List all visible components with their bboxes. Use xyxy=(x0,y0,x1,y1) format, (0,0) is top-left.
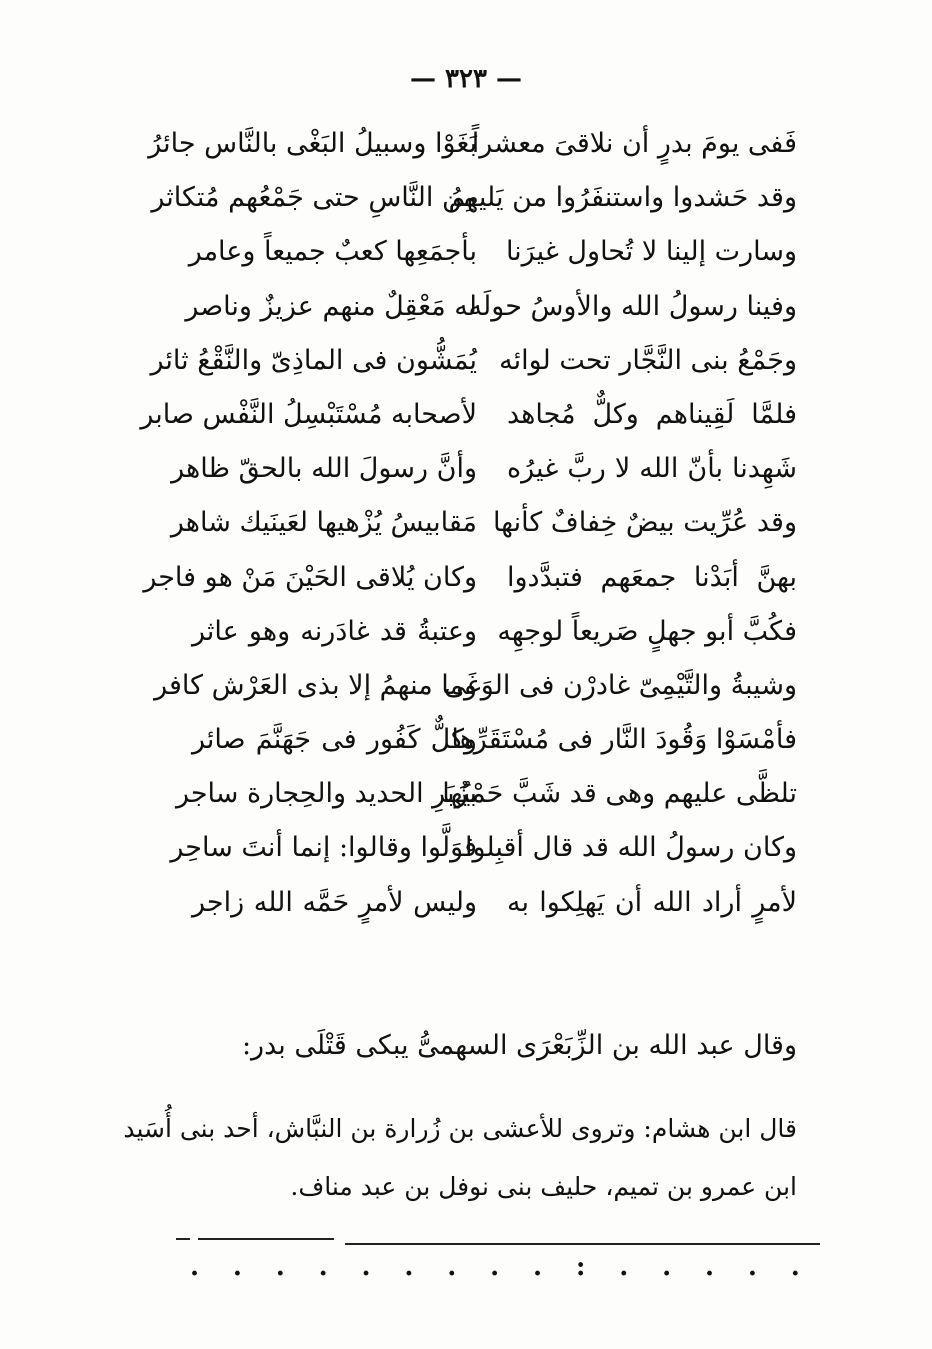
page-number: — ٣٢٣ — xyxy=(409,64,523,94)
second-hemistich: وليس لأمرٍ حَمَّه الله زاجر xyxy=(192,886,477,918)
ellipsis-dot: . xyxy=(232,1252,242,1282)
verse xyxy=(0,770,932,824)
second-hemistich: بأجمَعِها كعبٌ جميعاً وعامر xyxy=(188,236,477,268)
ellipsis-dot: . xyxy=(190,1252,200,1282)
first-hemistich: بهنَّ أبَدْنا جمعَهم فتبدَّدوا xyxy=(507,561,797,593)
second-hemistich: لأصحابه مُسْتَبْسِلُ النَّفْس صابر xyxy=(140,398,477,430)
first-hemistich: وشيبةُ والتَّيْمِىّ غادرْن فى الوَغَى xyxy=(444,669,797,701)
ellipsis-dot: . xyxy=(619,1252,629,1282)
verse xyxy=(0,391,932,445)
footer-rule xyxy=(345,1243,820,1245)
ellipsis-dot: . xyxy=(790,1252,800,1282)
verse xyxy=(0,499,932,553)
second-hemistich: بَغَوْا وسبيلُ البَغْى بالنَّاس جائرُ xyxy=(148,128,477,159)
verse xyxy=(0,228,932,282)
second-hemistich: له مَعْقِلٌ منهم عزيزٌ وناصر xyxy=(185,290,477,322)
first-hemistich: وسارت إلينا لا تُحاول غيرَنا xyxy=(505,236,797,268)
verse xyxy=(0,554,932,608)
second-hemistich: مِن النَّاسِ حتى جَمْعُهم مُتكاثر xyxy=(151,182,477,214)
ellipsis-dot: . xyxy=(747,1252,757,1282)
footer-rule xyxy=(176,1238,190,1240)
second-hemistich: وكلٌّ كَفُور فى جَهَنَّمَ صائر xyxy=(192,724,477,756)
first-hemistich: تلظَّى عليهم وهى قد شَبَّ حَمْيُها xyxy=(442,778,797,810)
first-hemistich: لأمرٍ أراد الله أن يَهلِكوا به xyxy=(507,886,797,918)
first-hemistich: فكُبَّ أبو جهلٍ صَريعاً لوجهِه xyxy=(497,615,797,647)
verse xyxy=(0,283,932,337)
footer-rule xyxy=(198,1238,334,1240)
second-hemistich: وعتبةُ قد غادَرنه وهو عاثر xyxy=(192,615,477,647)
verse xyxy=(0,824,932,878)
ellipsis-dot: . xyxy=(662,1252,672,1282)
first-hemistich: وكان رسولُ الله قد قال أقبِلوا xyxy=(464,832,797,864)
verse xyxy=(0,608,932,662)
footnote-line: ابن عمرو بن تميم، حليف بنى نوفل بن عبد مناف. xyxy=(290,1172,797,1201)
verse xyxy=(0,174,932,228)
verse xyxy=(0,445,932,499)
verse xyxy=(0,716,932,770)
poem-intro-line: وقال عبد الله بن الزِّبَعْرَى السهمىُّ يبكى قَتْلَى بدر: xyxy=(241,1030,797,1061)
second-hemistich: بزُبَرِ الحديد والحِجارة ساجر xyxy=(175,778,477,810)
ellipsis-dot: . xyxy=(490,1252,500,1282)
poem xyxy=(0,120,932,933)
verse xyxy=(0,120,932,174)
ellipsis-dot: . xyxy=(533,1252,543,1282)
ellipsis-dot: . xyxy=(275,1252,285,1282)
footnote-line: قال ابن هشام: وتروى للأعشى بن زُرارة بن النبَّاش، أحد بنى أُسَيد xyxy=(123,1114,797,1143)
first-hemistich: فأمْسَوْا وَقُودَ النَّار فى مُسْتَقَرِّها xyxy=(451,724,797,756)
ellipsis-dot: . xyxy=(404,1252,414,1282)
dot-row xyxy=(190,1252,800,1282)
second-hemistich: وكان يُلاقى الحَيْنَ مَنْ هو فاجر xyxy=(143,561,477,593)
second-hemistich: وما منهمُ إلا بذى العَرْش كافر xyxy=(154,669,477,701)
second-hemistich: فوَلَّوا وقالوا: إنما أنتَ ساحِر xyxy=(170,832,477,864)
first-hemistich: وقد حَشدوا واستنفَرُوا من يَليهمُ xyxy=(448,182,797,214)
footnote xyxy=(123,1100,797,1216)
second-hemistich: وأنَّ رسولَ الله بالحقّ ظاهر xyxy=(171,453,477,485)
verse xyxy=(0,879,932,933)
first-hemistich: فلمَّا لَقِيناهم وكلٌّ مُجاهد xyxy=(507,398,797,430)
verse xyxy=(0,662,932,716)
first-hemistich: شَهِدنا بأنّ الله لا ربَّ غيرُه xyxy=(507,453,797,485)
ellipsis-dot: : xyxy=(575,1252,586,1282)
first-hemistich: وقد عُرِّيت بيضٌ خِفافٌ كأنها xyxy=(492,507,797,539)
first-hemistich: فَفى يومَ بدرٍ أن نلاقىَ معشراً xyxy=(471,128,797,159)
ellipsis-dot: . xyxy=(447,1252,457,1282)
ellipsis-dot: . xyxy=(318,1252,328,1282)
first-hemistich: وجَمْعُ بنى النَّجَّار تحت لوائه xyxy=(499,344,797,376)
ellipsis-dot: . xyxy=(361,1252,371,1282)
second-hemistich: مَقابيسُ يُزْهيها لعَينَيك شاهر xyxy=(170,507,477,539)
ellipsis-dot: . xyxy=(705,1252,715,1282)
second-hemistich: يُمَشُّون فى الماذِىّ والنَّقْعُ ثائر xyxy=(150,344,477,376)
verse xyxy=(0,337,932,391)
first-hemistich: وفينا رسولُ الله والأوسُ حولَه xyxy=(468,290,797,322)
